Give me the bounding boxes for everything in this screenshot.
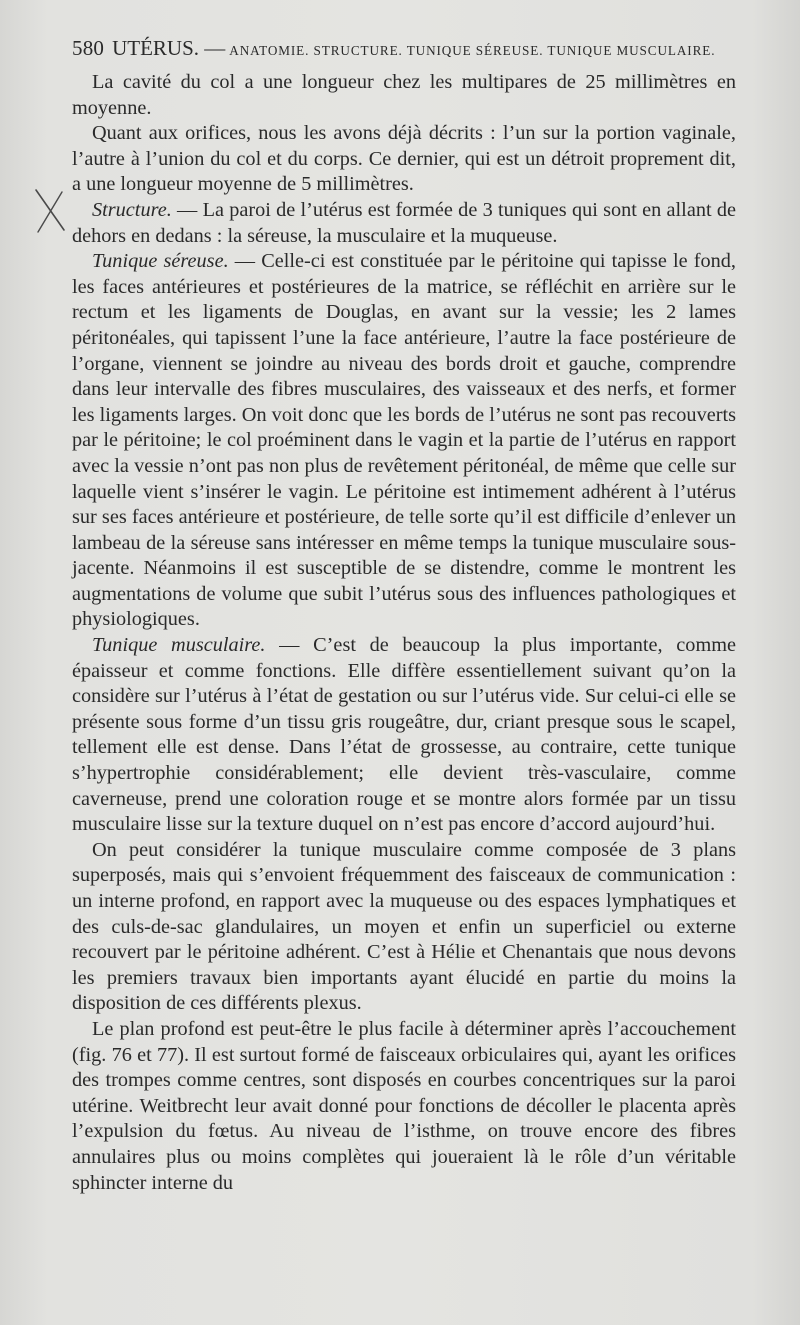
body-text [72, 70, 736, 1196]
running-header [72, 36, 738, 66]
paragraph-lead: Tunique musculaire. [92, 634, 266, 657]
paragraph-structure [72, 198, 736, 249]
paragraph-text: — C’est de beaucoup la plus importante, comme épaisseur et comme fonctions. Elle diffère essentiellement suivant qu’on la considère sur l’utérus à l’état de gestation ou sur l’utérus vide. Sur celui-ci elle se présente sous forme d’un tissu gris rougeâtre, dur, criant presque sous le scapel, tellement elle est dense. Dans l’état de grossesse, au contraire, cette tunique s’hypertrophie considérablement; elle devient très-vasculaire, comme caverneuse, prend une coloration rouge et se montre alors formée par un tissu musculaire lisse sur la texture duquel on n’est pas encore d’accord aujourd’hui. [72, 634, 737, 836]
paragraph-lead: Tunique séreuse. [92, 250, 229, 273]
paragraph-text: — Celle-ci est constituée par le péritoine qui tapisse le fond, les faces antérieures et postérieures de la matrice, se réfléchit en arrière sur le rectum et les ligaments de Douglas, en avant sur la vessie; les 2 lames péritonéales, qui tapissent l’une la face antérieure, l’autre la face postérieure de l’organe, viennent se joindre au niveau des bords droit et gauche, comprendre dans leur intervalle des fibres musculaires, des vaisseaux et des nerfs, et former les ligaments larges. On voit donc que les bords de l’utérus ne sont pas recouverts par le péritoine; le col proéminent dans le vagin et la partie de l’utérus en rapport avec la vessie n’ont pas non plus de revêtement péritonéal, de même que celle sur laquelle vient s’insérer le vagin. Le péritoine est intimement adhérent à l’utérus sur ses faces antérieure et postérieure, de telle sorte qu’il est difficile d’enlever un lambeau de la séreuse sans intéresser en même temps la tunique musculaire sous-jacente. Néanmoins il est susceptible de se distendre, comme le montrent les augmentations de volume que subit l’utérus sous des influences pathologiques et physiologiques. [72, 250, 736, 631]
page-number: 580 [72, 36, 105, 60]
handwritten-cross-mark [30, 186, 70, 236]
paragraph-text: On peut considérer la tunique musculaire comme composée de 3 plans superposés, mais qui s’envoient fréquemment des faisceaux de communication : un interne profond, en rapport avec la muqueuse ou des espaces lymphatiques et des culs-de-sac glandulaires, un moyen et enfin un superficiel ou externe recouvert par le péritoine adhérent. C’est à Hélie et Chenantais que nous devons les premiers travaux bien importants ayant élucidé en partie du moins la disposition de ces différents plexus. [72, 838, 736, 1015]
paragraph [72, 838, 736, 1017]
section-title: ANATOMIE. STRUCTURE. TUNIQUE SÉREUSE. TUNIQUE MUSCULAIRE. [229, 43, 716, 58]
paragraph-text: La cavité du col a une longueur chez les multipares de 25 millimètres en moyenne. [72, 71, 736, 119]
paragraph [72, 70, 736, 121]
paragraph-text: Le plan profond est peut-être le plus facile à déterminer après l’accouchement (fig. 76 et 77). Il est surtout formé de faisceaux orbiculaires qui, ayant les orifices des trompes comme centres, sont disposés en courbes concentriques sur la paroi utérine. Weitbrecht leur avait donné pour fonctions de décoller le placenta après l’expulsion du fœtus. Au niveau de l’isthme, on trouve encore des fibres annulaires plus ou moins complètes qui joueraient là le rôle d’un véritable sphincter interne du [72, 1017, 736, 1194]
paragraph [72, 121, 736, 198]
paragraph-lead: Structure. [92, 198, 172, 221]
running-title: UTÉRUS. — [112, 36, 226, 60]
paragraph [72, 1017, 736, 1196]
paragraph-text: Quant aux orifices, nous les avons déjà décrits : l’un sur la portion vaginale, l’autre à l’union du col et du corps. Ce dernier, qui est un détroit proprement dit, a une longueur moyenne de 5 millimètres. [72, 122, 736, 196]
paragraph-tunique-musculaire [72, 633, 736, 838]
paragraph-text: — La paroi de l’utérus est formée de 3 tuniques qui sont en allant de dehors en dedans : la séreuse, la musculaire et la muqueuse. [72, 198, 736, 247]
paragraph-tunique-sereuse [72, 249, 736, 633]
